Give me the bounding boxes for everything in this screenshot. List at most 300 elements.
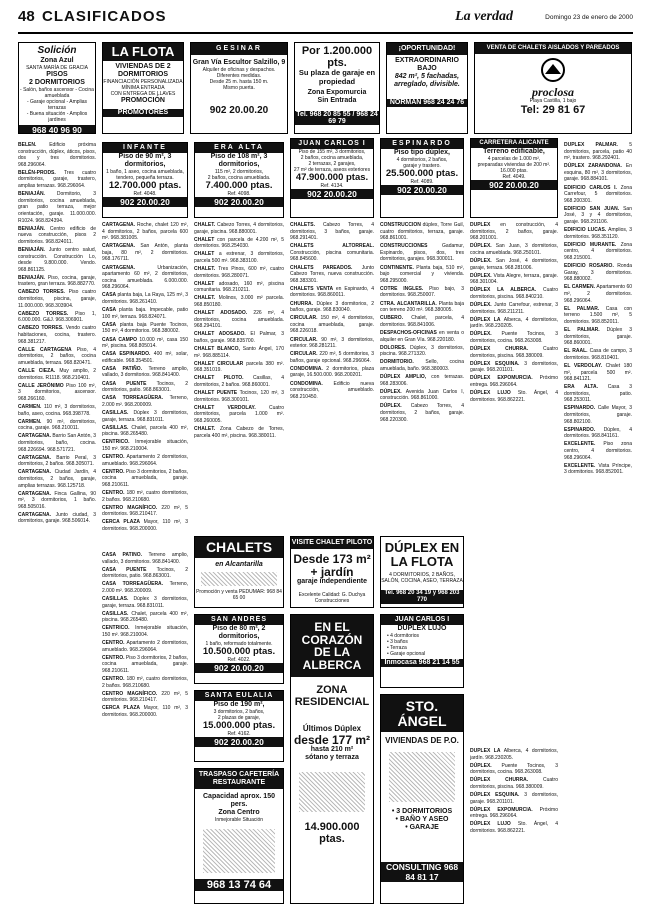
ad-line: 2 plazas de garaje,	[217, 715, 261, 722]
classified-entry-text: San Juan, 3 dormitorios, cocina amueblada. 968.250101.	[470, 243, 558, 256]
classified-entry-heading: DÚPLEX.	[380, 388, 406, 395]
classified-entry	[18, 368, 96, 381]
classified-entry-text: Piso 3 dormitorios, 2 baños, cocina amueblada, garaje. 968.210611.	[102, 468, 188, 488]
ad-line: 1 baño, 1 aseo, cocina amueblada,	[106, 169, 184, 176]
classified-entry-text: Calle Mayor, 3 dormitorios, garaje. 968.802100.	[564, 405, 632, 425]
section-title: CLASIFICADOS	[42, 8, 167, 25]
classified-entry-text: Ciudad Jardín, 4 dormitorios, 2 baños, garaje, amplias terrazas. 968.125718.	[18, 469, 96, 489]
classified-entry-heading: CHALET BLANCO,	[194, 346, 243, 353]
classified-entry-heading: DÚPLEX LA ALBERCA.	[470, 287, 543, 294]
classified-entry-text: Terreno amplio, vallado, 3 dormitorios. 968.841400.	[102, 552, 188, 565]
classified-entry	[380, 286, 464, 299]
classified-entry-text: Centro edificio de nueva construcción, pisos 2 dormitorios. 968.824011.	[18, 225, 96, 245]
classified-column-6b	[470, 748, 558, 904]
classified-entry	[470, 375, 558, 388]
classified-entry	[564, 306, 632, 326]
classified-entry	[102, 307, 188, 320]
classified-entry-text: 2 dormitorios, plaza garaje, 16.500.000. 968.200201.	[290, 365, 374, 379]
classified-entry	[564, 327, 632, 347]
ad-subtitle: ZONA RESIDENCIAL	[294, 684, 370, 708]
classified-entry	[470, 317, 558, 330]
classified-entry-heading: CARMEN.	[18, 403, 44, 410]
classified-entry-text: Tres Pinos, 600 m², cuatro dormitorios. 968.280071.	[194, 266, 284, 279]
ad-line: Piso de 190 m²,	[213, 701, 265, 709]
classified-entry	[564, 405, 632, 425]
classified-entry	[380, 374, 464, 387]
classified-column-1	[18, 142, 96, 902]
classified-entry	[470, 777, 558, 790]
classified-entry-heading: CASA	[102, 292, 118, 299]
classified-entry-text: 226 m², 4 dormitorios, cocina amueblada. 968.294101.	[194, 310, 284, 330]
classified-entry-text: Dúplex, 4 dormitorios. 968.841161.	[564, 426, 632, 440]
ad-line: 842 m², 5 fachadas,	[394, 73, 460, 81]
classified-entry-heading: EDIFICIO MURANTE.	[564, 241, 621, 248]
classified-entry-heading: CHALET.	[194, 222, 217, 228]
ad-santa-eulalia	[194, 690, 284, 762]
ad-line: 1 baño, reformado totalmente.	[205, 641, 273, 648]
classified-entry	[102, 410, 188, 423]
classified-entry	[18, 275, 96, 288]
classified-entry	[102, 469, 188, 489]
ad-title: JUAN CARLOS I	[381, 615, 463, 625]
classified-entry-heading: CHALETS VENTA	[290, 285, 336, 292]
classified-entry-heading: CIRCULAR.	[290, 351, 320, 358]
ad-title: DÚPLEX EN LA FLOTA	[384, 540, 460, 569]
classified-entry	[290, 243, 374, 263]
classified-entry-text: Cuatro dormitorios, piscina. 968.380009.	[470, 777, 558, 790]
ad-line: • 3 DORMITORIOS	[391, 807, 453, 815]
classified-entry-text: Dormitorio, 3 dormitorios, cocina amueblada, gran patio terraza, mejor orientación, garaje. 11.000.000. R1024. 968.824394.	[18, 191, 96, 224]
ad-line: 4 parcelas de 1.000 m²,	[487, 155, 541, 162]
classified-entry	[564, 427, 632, 440]
classified-entry-heading: DÚPLEX.	[470, 302, 495, 309]
classified-entry-text: Próximo entrega. 968.296064.	[470, 375, 558, 389]
classified-entry-heading: CHURRA.	[290, 300, 317, 307]
ad-phone: Tel: 29 81 67	[520, 104, 586, 117]
classified-entry-text: Tocinos, 2 dormitorios, patio. 968.863001.	[102, 566, 188, 580]
classified-entry-heading: EL RAAL.	[564, 348, 590, 355]
classified-entry-heading: CENTRICO.	[102, 625, 136, 632]
ad-line: 2 terrazas, 2 garajes,	[308, 161, 356, 168]
classified-entry	[470, 331, 558, 344]
classified-entry-text: Terreno amplio, vallado, 3 dormitorios. 968.841400.	[102, 365, 188, 379]
ad-line: • Terraza	[387, 645, 407, 652]
classified-entry-text: 110 m², 3 dormitorios, baño, aseo, cocina. 968.398778.	[18, 403, 96, 417]
classified-entry-text: en venta o alquiler en Gran Vía. 968.220180.	[380, 329, 464, 343]
classified-entry	[102, 705, 188, 718]
classified-entry-heading: CABEZO TORRES.	[18, 310, 76, 317]
classified-entry	[564, 227, 632, 240]
classified-entry-text: Apartamento 2 dormitorios, amueblado. 968.296064.	[102, 640, 188, 653]
classified-entry-text: Edificio nueva construcción, amueblado. 968.210450.	[290, 380, 374, 400]
ad-illustration	[203, 829, 275, 873]
ad-line: Sin Entrada	[317, 97, 357, 105]
classified-entry-text: adosado, 160 m², piscina comunitaria. 968.210211.	[194, 280, 284, 294]
classified-entry	[564, 348, 632, 361]
ad-title: VENTA DE CHALETS AISLADOS Y PAREADOS	[475, 43, 631, 54]
classified-entry	[102, 676, 188, 689]
classified-entry-text: Cabezo Torres, 4 dormitorios, garaje, piscina. 968.880001.	[194, 222, 284, 235]
classified-entry-text: Piso 100 m², 3 dormitorios, ascensor. 968.266160.	[18, 382, 96, 402]
classified-entry-heading: DÚPLEX ESQUINA.	[470, 792, 525, 799]
ad-corazon-alberca	[290, 614, 374, 904]
ad-line: 4 DORMITORIOS, 2 BAÑOS,	[389, 572, 455, 579]
classified-entry	[470, 390, 558, 403]
classified-entry	[470, 763, 558, 776]
classified-entry-text: 90 m², 3 dormitorios, exterior. 968.281211.	[290, 336, 374, 350]
classified-entry-heading: DESPACHOS-OFICINAS	[380, 329, 440, 336]
ad-line: • Garaje opcional	[387, 651, 426, 658]
ad-line: Desde 25 m. hasta 150 m.	[209, 79, 269, 86]
classified-entry-text: Avenida Juan Carlos I, construcción. 968.861000.	[380, 388, 464, 402]
classified-entry-text: Junto Carrefour, estrenar, 3 dormitorios. 968.211211.	[470, 302, 558, 315]
classified-entry-text: Edificio próxima construcción, dúplex, áticos, pisos, dos y tres dormitorios. 968.296064.	[18, 142, 96, 168]
classified-entry-heading: CASILLAS.	[102, 424, 132, 431]
classified-entry-heading: BENIAJÁN.	[18, 191, 57, 198]
classified-entry-heading: CARTAGENA.	[18, 490, 55, 497]
classified-entry-text: Planta baja con terreno 200 m². 968.380005.	[380, 300, 464, 314]
classified-entry-heading: EDIFICIO SAN JUAN.	[564, 205, 624, 212]
classified-entry	[380, 345, 464, 358]
classified-entry-text: Chalet, parcela 400 m², piscina. 968.265480.	[102, 610, 188, 624]
classified-entry-heading: CASA	[102, 307, 120, 314]
classified-entry	[564, 242, 632, 262]
ad-title: Por 1.200.000 pts.	[301, 45, 373, 69]
classified-entry-heading: CONSTRUCCIONES	[380, 243, 443, 250]
classified-entry-text: parcela 380 m². 968.351019.	[194, 360, 284, 374]
classified-entry-heading: DÚPLEX ZARANDONA.	[564, 163, 626, 170]
classified-entry-text: 90 m², dormitorios, cocina, garaje. 968.210011.	[18, 418, 96, 432]
classified-entry	[470, 792, 558, 805]
classified-entry-heading: CHALET	[194, 251, 219, 258]
ad-line: • 3 baños	[387, 639, 408, 646]
classified-entry-text: Dúplex 3 dormitorios, garaje. 968.860001.	[564, 326, 632, 347]
classified-entry-text: con terrazas. 968.283006.	[380, 373, 464, 387]
classified-entry-text: Piso 1, 6.000.000. G&J. 968.306901.	[18, 310, 96, 324]
classified-entry-text: Cabezo Torres, 4 dormitorios, 3 baños, garaje. 968.291401.	[290, 222, 374, 242]
ad-subtitle: Zona Azul	[40, 56, 74, 64]
ad-illustration	[389, 752, 455, 802]
classified-entry	[18, 469, 96, 489]
ad-subtitle: Su plaza de garaje en propiedad	[298, 68, 376, 86]
classified-entry-heading: CHALET ADOSADO.	[194, 331, 251, 338]
classified-entry-text: Casa 3 dormitorios, patio. 968.253011.	[564, 384, 632, 404]
classified-entry-text: Molinos, 3.000 m² parcela. 968.850180.	[194, 295, 284, 309]
ad-line: - Garaje opcional - Amplias terrazas	[26, 98, 88, 111]
ad-phone: 968 13 74 64	[195, 879, 283, 891]
classified-entry-heading: CENTRO MAGNÍFICO.	[102, 690, 162, 697]
ad-line: 4 dormitorios, 2 baños,	[396, 157, 448, 164]
ad-title: ERA ALTA	[195, 143, 283, 153]
classified-entry	[380, 389, 464, 402]
classified-entry-text: en construcción, 4 dormitorios, 2 baños, garaje. 968.201001.	[470, 222, 558, 242]
ad-line: PISOS	[46, 70, 68, 78]
classified-entry-heading: CHALETS ALTORREAL.	[290, 243, 374, 250]
classified-entry	[102, 505, 188, 518]
classified-entry	[194, 346, 284, 359]
ad-phone: 902 20.00.20	[209, 105, 269, 117]
classified-entry-text: Dúplex, 3 dormitorios, piscina. 968.271320.	[380, 344, 464, 358]
ad-phone: 902 20.00.20	[381, 185, 463, 195]
classified-entry-text: Terreno, 2.000 m². 968.200009.	[102, 581, 188, 594]
ad-carretera-alicante	[470, 138, 558, 218]
ad-title: ¡OPORTUNIDAD!	[387, 43, 467, 55]
classified-entry-heading: CABEZO TORRES.	[18, 325, 66, 332]
ad-title: SANTA EULALIA	[195, 691, 283, 701]
ad-chalet-piloto	[290, 536, 374, 608]
ad-title: GESINAR	[191, 43, 287, 55]
classified-entry-heading: CENTRO.	[102, 454, 127, 460]
classified-entry-heading: DÚPLEX ESQUINA.	[470, 360, 525, 367]
classified-entry-text: Terreno, 2.000 m². 968.200009.	[102, 395, 188, 408]
classified-entry	[102, 243, 188, 263]
classified-entry	[102, 351, 188, 364]
page-header	[18, 8, 633, 34]
classified-entry-heading: CASILLAS.	[102, 596, 134, 603]
classified-entry-heading: CONDOMINA.	[290, 380, 334, 387]
classified-entry-text: Mayor, 110 m², 3 dormitorios. 968.200000.	[102, 705, 188, 719]
classified-column-4	[290, 222, 374, 530]
classified-entry-heading: CARTAGENA.	[102, 243, 141, 250]
ad-line: SALÓN, COCINA, ASEO, TERRAZA	[381, 578, 463, 585]
ad-price: 15.000.000 ptas.	[202, 720, 276, 732]
issue-date: Domingo 23 de enero de 2000	[545, 14, 633, 21]
classified-entry	[18, 226, 96, 246]
ad-phone: NORMAN 968 24 24 76	[387, 99, 467, 107]
ad-espinardo	[380, 138, 464, 218]
classified-entry-text: Piso, cocina, garaje, trastero, gran terraza. 968.882770.	[18, 274, 96, 288]
classified-entry-heading: DOLORES.	[380, 344, 411, 351]
classified-entry-heading: CASA	[102, 321, 120, 328]
classified-entry-text: Cuatro dormitorios, piscina. 968.380009.	[470, 346, 558, 359]
classified-entry	[290, 381, 374, 401]
classified-column-5	[380, 222, 464, 530]
ad-cafeteria	[194, 768, 284, 904]
classified-entry-heading: CASA PATIÑO.	[102, 552, 149, 558]
ad-line: 2 DORMITORIOS	[29, 78, 85, 86]
classified-entry-text: Chalet 180 m², parcela 500 m². 968.841121.	[564, 362, 632, 383]
ad-phone: 902 20.00.20	[103, 197, 187, 207]
ad-line: Piso de 155 m², 3 dormitorios,	[298, 149, 366, 156]
classified-entry	[564, 142, 632, 162]
classified-entry-heading: CHALET PILOTO.	[194, 375, 253, 382]
classified-entry-text: Amplios, 3 dormitorios. 968.351120.	[564, 227, 632, 240]
ad-line: garaje independiente	[296, 578, 368, 586]
ad-line: 3 dormitorios, 2 baños,	[213, 709, 265, 716]
classified-entry	[194, 281, 284, 294]
classified-entry-heading: DÚPLEX EXPOMURCIA.	[470, 806, 540, 813]
ad-line: Últimos Dúplex	[302, 724, 362, 734]
classified-entry	[194, 266, 284, 279]
classified-entry-text: 220 m², 5 dormitorios. 968.210417.	[102, 690, 188, 704]
classified-entry	[470, 302, 558, 315]
ad-title: CHALETS	[195, 537, 283, 558]
classified-entry-heading: EL PALMAR.	[564, 326, 607, 333]
ad-line: - Buena situación - Amplios jardines	[26, 110, 88, 123]
ad-line: Desde 173 m² + jardín	[293, 552, 371, 579]
classified-entry	[470, 222, 558, 242]
classified-entry	[102, 425, 188, 438]
classified-entry	[470, 821, 558, 834]
ad-duplex-la-flota	[380, 536, 464, 608]
classified-entry-text: Cuatro dormitorios, parcela 1.000 m². 968.260005.	[194, 404, 284, 425]
classified-entry-heading: CHALET ADOSADO.	[194, 310, 254, 317]
classified-entry	[18, 289, 96, 309]
classified-entry-heading: CARTAGENA.	[18, 454, 57, 461]
classified-entry	[18, 512, 96, 525]
ad-phone: 902 20.00.20	[195, 663, 283, 673]
classified-entry-heading: CENTRO.	[102, 468, 126, 475]
ad-ref: Ref. 4022.	[227, 657, 251, 664]
classified-entry-heading: DÚPLEX CHURRA.	[470, 777, 543, 784]
classified-entry-heading: DÚPLEX LA	[470, 316, 504, 323]
classified-entry-text: 10.000 m², casa 150 m², piscina. 968.805014.	[102, 336, 188, 350]
classified-entry-heading: ERA ALTA.	[564, 384, 608, 391]
classified-entry	[380, 359, 464, 372]
classified-entry-heading: CENTRO.	[102, 654, 126, 661]
ad-oportunidad	[386, 42, 468, 134]
classified-entry	[194, 251, 284, 264]
classified-entry-heading: DÚPLEX.	[470, 257, 496, 264]
classified-entry-text: Cuatro dormitorios, piscina. 968.840210.	[470, 287, 558, 300]
classified-entry-text: a estrenar, 3 dormitorios, parcela 500 m². 968.383100.	[194, 251, 284, 264]
classified-entry	[18, 191, 96, 224]
ad-line: Zona Centro	[218, 809, 260, 817]
ad-ref: Ref. 4049.	[502, 173, 526, 180]
classified-entry	[194, 405, 284, 425]
classified-entry-heading: CTRA. ALCANTARILLA.	[380, 300, 439, 307]
classified-entry-heading: EXCELENTE.	[564, 441, 604, 448]
ad-line: SANTA MARÍA DE GRACIA	[26, 64, 88, 71]
classified-entry-heading: DÚPLEX PALMAR.	[564, 142, 630, 148]
classified-entry-heading: CHALET.	[194, 295, 219, 302]
classified-entry	[18, 311, 96, 324]
ad-ref: Ref. 4089.	[410, 179, 434, 186]
classified-entry-heading: CHALET VERDOLAY.	[194, 404, 269, 411]
classified-entry-heading: CALLE CARTAGENA	[18, 346, 77, 353]
classified-entry	[290, 265, 374, 285]
classified-entry-heading: CENTRICO.	[102, 439, 136, 446]
ad-subtitle: VIVIENDAS DE 2 DORMITORIOS	[115, 62, 171, 78]
classified-entry-text: Inmejorable situación, 150 m². 968.210004.	[102, 439, 188, 452]
classified-entry-text: Barrio San Antón, 3 dormitorios, baño, cocina. 968.226694. 968.571721.	[18, 433, 96, 453]
ad-line: Diferentes medidas.	[216, 73, 262, 80]
classified-entry	[102, 337, 188, 350]
classified-entry	[290, 337, 374, 350]
classified-entry	[102, 625, 188, 638]
classified-entry-heading: DÚPLEX LUJO	[470, 821, 518, 828]
classified-entry-heading: BENIAJÁN.	[18, 246, 49, 253]
ad-line: Piso de 90 m², 3 dormitorios,	[118, 153, 172, 169]
classified-entry-heading: CARTAGENA.	[102, 222, 138, 228]
classified-entry	[18, 170, 96, 190]
classified-entry-text: Puente Tocinos, 3 dormitorios, cocina. 968.263008.	[470, 762, 558, 776]
classified-entry	[102, 265, 188, 291]
classified-entry	[290, 286, 374, 299]
ad-line: Promoción y venta PEDUMAR: 968 84 65 00	[196, 588, 282, 601]
ad-phone: Tel. 968 20 34 19 y 968 203 770	[381, 590, 463, 604]
classified-entry-text: Zona Carrefour, 5 dormitorios. 968.200301.	[564, 184, 632, 204]
classified-entry-heading: DÚPLEX EXPOMURCIA.	[470, 375, 540, 382]
classified-entry-text: Sello, cocina amueblada, baño. 968.380003.	[380, 359, 464, 372]
ad-price: 7.400.000 ptas.	[205, 180, 273, 192]
classified-entry	[194, 361, 284, 374]
classified-entry-text: 180 m², cuatro dormitorios, 2 baños. 968.210680.	[102, 676, 188, 689]
classified-entry-text: Santo Ángel, 170 m². 968.885114.	[194, 346, 284, 359]
classified-entry-heading: DÚPLEX.	[470, 243, 496, 250]
classified-entry-text: planta baja, La Raya, 125 m², 3 dormitorios. 968.261410.	[102, 292, 188, 306]
ad-subtitle: VIVIENDAS DE P.O.	[385, 736, 459, 746]
classified-entry	[564, 206, 632, 226]
ad-line: FINANCIACIÓN PERSONALIZADA	[103, 78, 183, 85]
ad-line: PROMOCIÓN	[121, 96, 165, 104]
classified-entry-heading: DÚPLEX.	[470, 331, 502, 338]
classified-entry-heading: CASA PATIÑO.	[102, 365, 149, 372]
classified-entry	[470, 748, 558, 761]
ad-line: 115 m², 2 dormitorios,	[214, 169, 264, 176]
classified-entry	[102, 395, 188, 408]
classified-entry-text: El Palmar, 3 baños, garaje. 968.835700.	[194, 331, 284, 344]
ad-line: Piso tipo dúplex,	[393, 149, 450, 157]
classified-entry	[102, 454, 188, 467]
classified-entry-text: Dúplex 3 dormitorios, garaje, terraza. 968.831011.	[102, 596, 188, 609]
classified-entry-text: 5 dormitorios, parcela, patio 40 m², trastero. 968.292401.	[564, 142, 632, 162]
classified-entry-text: Alberca, 4 dormitorios, jardín. 968.230205.	[470, 316, 558, 330]
ad-footer: PROMOTORES	[103, 109, 183, 117]
classified-entry	[102, 322, 188, 335]
ad-line: • 4 dormitorios	[387, 633, 420, 640]
classified-entry-text: Cabezo Torres, 4 dormitorios, 2 baños, garaje. 968.220300.	[380, 403, 464, 423]
classified-entry-text: Vista Alegre, terraza, garaje. 968.301004.	[470, 272, 558, 286]
classified-entry-heading: CUBERO.	[380, 315, 412, 322]
classified-entry-text: Apartamento 2 dormitorios, amueblado. 968.296064.	[102, 454, 188, 467]
ad-price: 12.700.000 ptas.	[108, 180, 182, 192]
classified-entry-text: Chalet, parcela 400 m², piscina. 968.265480.	[102, 424, 188, 438]
ad-ref: Ref. 4162.	[227, 731, 251, 738]
classified-entry-text: Zona centro, 4 dormitorios. 968.215001.	[564, 241, 632, 261]
ad-phone: 902 20.00.20	[195, 737, 283, 747]
classified-entry	[194, 237, 284, 250]
ad-footer: Excelente Calidad: G. Duchya Construcciones	[298, 592, 366, 605]
classified-entry-heading: CHALET.	[194, 426, 220, 433]
classified-entry-heading: EXCELENTE.	[564, 462, 599, 469]
classified-entry	[102, 581, 188, 594]
classified-entry-heading: BELÉN.	[18, 142, 50, 148]
ad-santo-angel	[380, 694, 464, 904]
classified-entry-heading: CIRCULAR.	[290, 315, 321, 322]
classified-entry-heading: CHALET.	[194, 266, 219, 273]
ad-chalets-proclosa	[474, 42, 632, 134]
classified-entry	[470, 346, 558, 359]
classified-entry-text: Sto. Ángel, 4 dormitorios. 968.862221.	[470, 390, 558, 403]
ad-phone: Tel. 968 20 85 55 / 968 24 69 79	[296, 111, 378, 126]
classified-entry	[380, 315, 464, 328]
ad-ref: Ref. 4048.	[133, 191, 157, 198]
classified-entry-text: Vendo cuatro habitaciones, cocina, trastero. 968.381217.	[18, 325, 96, 345]
classified-entry-text: San Antón, planta baja, 80 m², 2 dormitorios. 968.176711.	[102, 243, 188, 263]
ad-title: JUAN CARLOS I	[291, 139, 373, 149]
ad-line: Alquiler de oficinas y despachos.	[202, 67, 276, 74]
ad-line: arreglado, divisible.	[394, 81, 460, 89]
classified-entry-text: Tocinos, 2 dormitorios, patio. 968.863001.	[102, 380, 188, 394]
classified-entry-text: con parcela de 4.200 m², 5 dormitorios. 968.254030.	[194, 236, 284, 250]
ad-title: STO. ÁNGEL	[381, 695, 463, 732]
ad-title: EN EL CORAZÓN DE LA ALBERCA	[301, 620, 363, 672]
ad-line: Piso de 108 m², 3 dormitorios,	[210, 153, 268, 169]
classified-entry	[194, 390, 284, 403]
ad-la-flota	[102, 42, 184, 134]
ad-era-alta	[194, 142, 284, 218]
